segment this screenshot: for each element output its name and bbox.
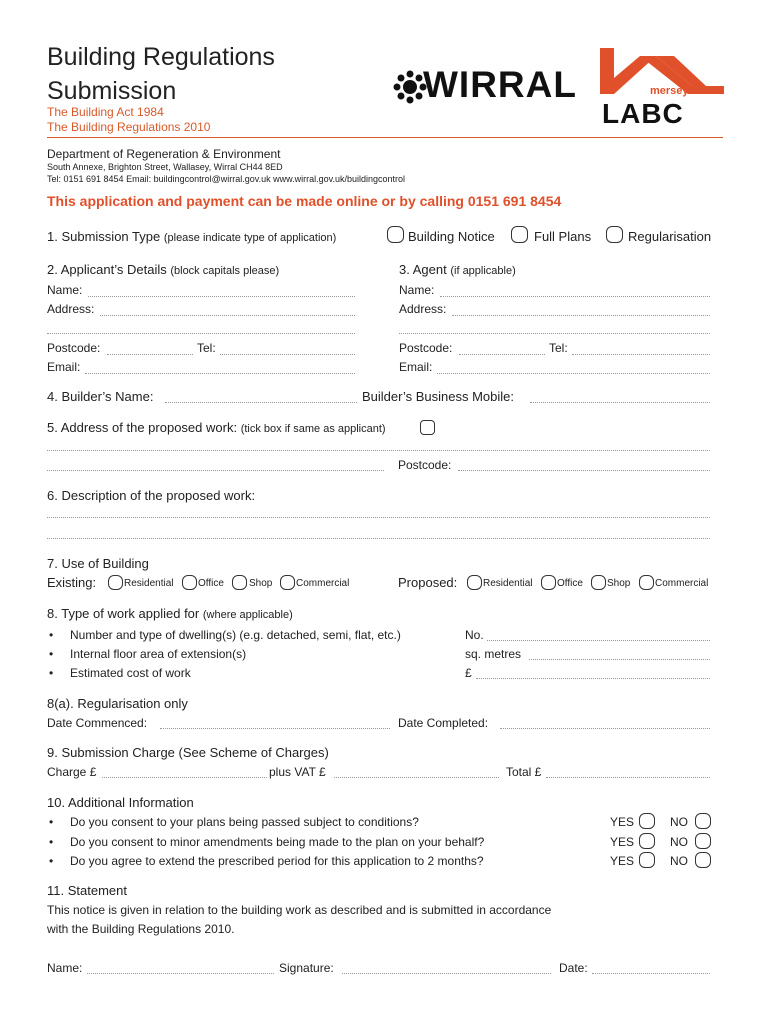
proposed-office-label: Office [557,578,583,589]
s11-label: 11. Statement [47,883,127,898]
q1-no-checkbox[interactable] [695,813,711,829]
s2-hint: (block capitals please) [170,265,280,277]
applicant-name-field[interactable] [88,296,355,297]
s2-title: 2. Applicant’s Details [47,262,167,277]
labc-logo [600,48,724,130]
work-address-field-2[interactable] [47,470,384,471]
regularisation-label: Regularisation [628,229,712,244]
applicant-address-label: Address: [47,302,95,316]
s10-bullet-1: • [49,815,54,829]
s8-item-floor-area: Internal floor area of extension(s) [70,647,247,661]
existing-label: Existing: [47,575,97,590]
existing-residential-label: Residential [124,578,174,589]
proposed-label: Proposed: [398,575,458,590]
title-line-1: Building Regulations [47,43,275,71]
department-address: South Annexe, Brighton Street, Wallasey, Wirral CH44 8ED [47,162,283,172]
total-label: Total £ [506,765,542,779]
proposed-shop-checkbox[interactable] [591,575,606,590]
wirral-wordmark: WIRRAL [423,64,577,105]
vat-field[interactable] [334,777,499,778]
s3-hint: (if applicable) [450,265,516,277]
builder-mobile-label: Builder’s Business Mobile: [362,389,514,404]
dwellings-no-field[interactable] [487,640,710,641]
department-name: Department of Regeneration & Environment [47,147,281,161]
s8-bullet-1: • [49,628,54,642]
s8-hint: (where applicable) [202,609,293,621]
s8-bullet-3: • [49,666,54,680]
signatory-name-field[interactable] [87,973,274,974]
date-completed-field[interactable] [500,728,710,729]
q3-yes-checkbox[interactable] [639,852,655,868]
description-field-1[interactable] [47,517,710,518]
page-title [47,40,275,108]
s8-label [47,606,293,621]
vat-label: plus VAT £ [269,765,326,779]
s3-title: 3. Agent [399,262,447,277]
department-contact: Tel: 0151 691 8454 Email: buildingcontrol@wirral.gov.uk www.wirral.gov.uk/buildingcontrol [47,174,405,184]
s8-item-dwellings: Number and type of dwelling(s) (e.g. detached, semi, flat, etc.) [70,628,401,642]
act-line-2: The Building Regulations 2010 [47,120,211,134]
proposed-shop-label: Shop [607,578,631,589]
signature-label: Signature: [279,961,334,975]
proposed-commercial-checkbox[interactable] [639,575,654,590]
q3-yes-label: YES [610,854,635,868]
existing-residential-checkbox[interactable] [108,575,123,590]
applicant-tel-field[interactable] [220,354,355,355]
full-plans-checkbox[interactable] [511,226,528,243]
agent-email-field[interactable] [437,373,710,374]
agent-address-label: Address: [399,302,447,316]
agent-postcode-label: Postcode: [399,341,453,355]
description-field-2[interactable] [47,538,710,539]
signatory-name-label: Name: [47,961,83,975]
cost-field[interactable] [476,678,710,679]
signature-date-label: Date: [559,961,588,975]
applicant-postcode-field[interactable] [107,354,193,355]
s5-title: 5. Address of the proposed work: [47,420,238,435]
q1-yes-label: YES [610,815,635,829]
signature-date-field[interactable] [592,973,710,974]
dwellings-no-label: No. [465,628,484,642]
s8-title: 8. Type of work applied for [47,606,200,621]
agent-name-label: Name: [399,283,435,297]
applicant-address-field-2[interactable] [47,333,355,334]
q1-no-label: NO [670,815,688,829]
charge-label: Charge £ [47,765,97,779]
s1-label [47,229,336,244]
agent-postcode-field[interactable] [459,354,545,355]
q3-no-label: NO [670,854,688,868]
question-amendments: Do you consent to minor amendments being made to the plan on your behalf? [70,835,485,849]
q2-yes-label: YES [610,835,635,849]
applicant-address-field[interactable] [100,315,355,316]
existing-office-checkbox[interactable] [182,575,197,590]
existing-shop-checkbox[interactable] [232,575,247,590]
date-completed-label: Date Completed: [398,716,489,730]
proposed-office-checkbox[interactable] [541,575,556,590]
title-line-2: Submission [47,77,177,105]
builder-mobile-field[interactable] [530,402,710,403]
builder-name-field[interactable] [165,402,357,403]
applicant-email-label: Email: [47,360,81,374]
sq-metres-label: sq. metres [465,647,522,661]
agent-email-label: Email: [399,360,433,374]
s5-label [47,420,386,435]
existing-commercial-checkbox[interactable] [280,575,295,590]
signature-field[interactable] [342,973,551,974]
labc-merseyside: merseyside [650,85,711,97]
charge-field[interactable] [102,777,267,778]
statement-text-1: This notice is given in relation to the building work as described and is submitted in accordance [47,903,552,917]
s10-bullet-2: • [49,835,54,849]
same-as-applicant-checkbox[interactable] [420,420,435,435]
agent-tel-label: Tel: [549,341,568,355]
work-postcode-field[interactable] [458,470,710,471]
s3-label [399,262,516,277]
applicant-tel-label: Tel: [197,341,216,355]
question-conditions: Do you consent to your plans being passed subject to conditions? [70,815,419,829]
agent-name-field[interactable] [440,296,710,297]
s1-hint: (please indicate type of application) [163,232,337,244]
existing-commercial-label: Commercial [296,578,350,589]
sq-metres-field[interactable] [529,659,710,660]
agent-address-field[interactable] [452,315,710,316]
statement-text-2: with the Building Regulations 2010. [47,922,235,936]
online-notice: This application and payment can be made online or by calling 0151 691 8454 [47,193,562,209]
proposed-commercial-label: Commercial [655,578,709,589]
q3-no-checkbox[interactable] [695,852,711,868]
existing-shop-label: Shop [249,578,273,589]
date-commenced-label: Date Commenced: [47,716,148,730]
s10-label: 10. Additional Information [47,795,194,810]
proposed-residential-checkbox[interactable] [467,575,482,590]
proposed-residential-label: Residential [483,578,533,589]
date-commenced-field[interactable] [160,728,390,729]
s5-hint: (tick box if same as applicant) [240,423,386,435]
cost-pound-label: £ [465,666,472,680]
building-notice-checkbox[interactable] [387,226,404,243]
agent-tel-field[interactable] [572,354,710,355]
q2-no-label: NO [670,835,688,849]
s8a-label: 8(a). Regularisation only [47,696,188,711]
applicant-postcode-label: Postcode: [47,341,101,355]
agent-address-field-2[interactable] [399,333,710,334]
s9-label: 9. Submission Charge (See Scheme of Charges) [47,745,329,760]
s8-bullet-2: • [49,647,54,661]
header-divider [47,137,723,138]
q2-no-checkbox[interactable] [695,833,711,849]
applicant-email-field[interactable] [85,373,355,374]
q2-yes-checkbox[interactable] [639,833,655,849]
question-extend-period: Do you agree to extend the prescribed period for this application to 2 months? [70,854,484,868]
s6-label: 6. Description of the proposed work: [47,488,256,503]
total-field[interactable] [546,777,710,778]
s2-label [47,262,279,277]
wirral-emblem-icon [393,70,427,104]
full-plans-label: Full Plans [534,229,592,244]
s7-label: 7. Use of Building [47,556,149,571]
s10-bullet-3: • [49,854,54,868]
applicant-name-label: Name: [47,283,83,297]
existing-office-label: Office [198,578,224,589]
act-line-1: The Building Act 1984 [47,105,164,119]
work-postcode-label: Postcode: [398,458,452,472]
q1-yes-checkbox[interactable] [639,813,655,829]
labc-wordmark: LABC [602,98,684,129]
builder-name-label: 4. Builder’s Name: [47,389,154,404]
building-notice-label: Building Notice [408,229,495,244]
regularisation-checkbox[interactable] [606,226,623,243]
s1-title: 1. Submission Type [47,229,161,244]
work-address-field[interactable] [47,450,710,451]
s8-item-cost: Estimated cost of work [70,666,191,680]
